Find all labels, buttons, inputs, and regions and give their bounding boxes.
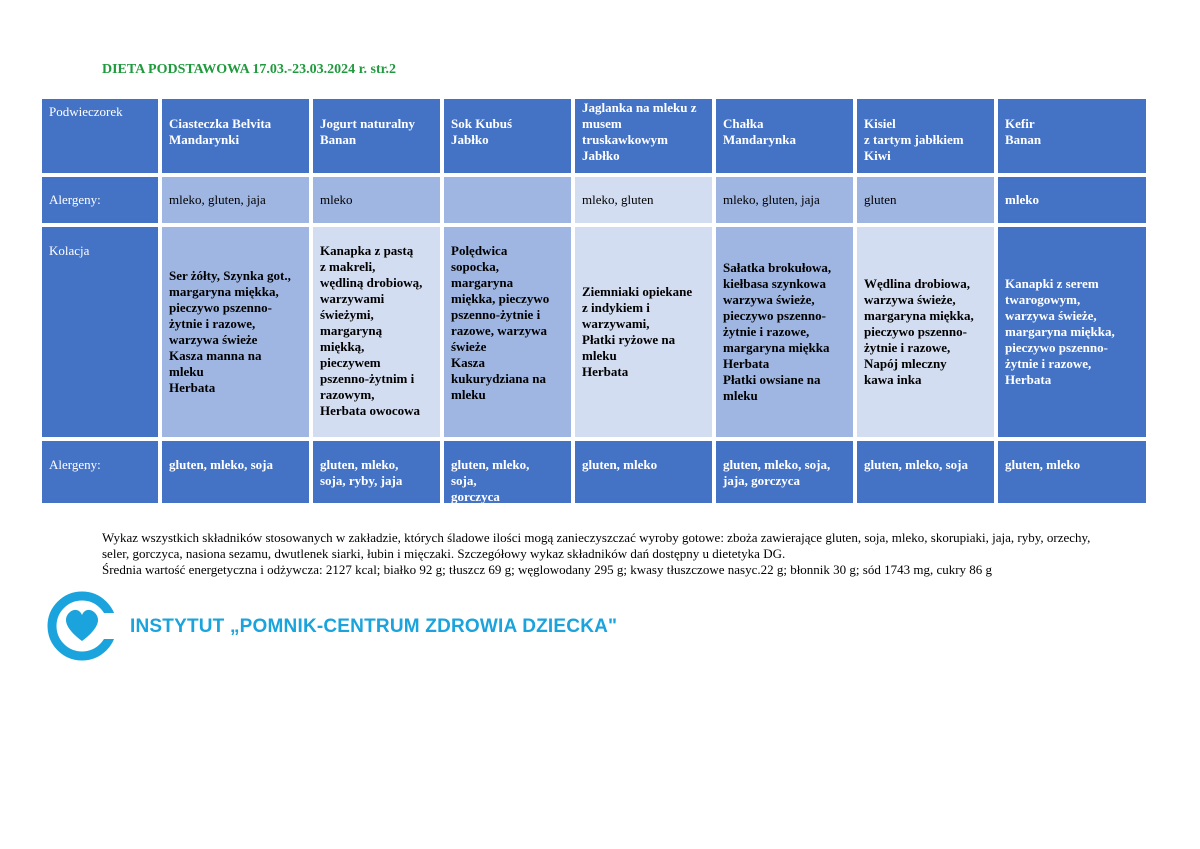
kolacja-day-7: Kanapki z serem twarogowym, warzywa świeże, margaryna miękka, pieczywo pszenno- żytnie i razowe, Herbata xyxy=(996,225,1148,439)
page-title: DIETA PODSTAWOWA 17.03.-23.03.2024 r. str.2 xyxy=(102,62,397,77)
alergeny-1-day-4: mleko, gluten xyxy=(573,175,714,225)
footer-notes xyxy=(102,530,1102,578)
alergeny-2-day-6: gluten, mleko, soja xyxy=(855,439,996,505)
podwieczorek-day-2: Jogurt naturalny Banan xyxy=(311,97,442,175)
row-label-alergeny-1: Alergeny: xyxy=(40,175,160,225)
institute-name: INSTYTUT „POMNIK-CENTRUM ZDROWIA DZIECKA" xyxy=(130,616,618,637)
kolacja-day-3: Polędwica sopocka, margaryna miękka, pieczywo pszenno-żytnie i razowe, warzywa świeże Kasza kukurydziana na mleku xyxy=(442,225,573,439)
row-label-podwieczorek: Podwieczorek xyxy=(40,97,160,175)
podwieczorek-day-1: Ciasteczka Belvita Mandarynki xyxy=(160,97,311,175)
podwieczorek-day-5: Chałka Mandarynka xyxy=(714,97,855,175)
kolacja-day-2: Kanapka z pastą z makreli, wędliną drobiową, warzywami świeżymi, margaryną miękką, pieczywem pszenno-żytnim i razowym, Herbata owocowa xyxy=(311,225,442,439)
row-label-alergeny-2: Alergeny: xyxy=(40,439,160,505)
podwieczorek-day-7: Kefir Banan xyxy=(996,97,1148,175)
alergeny-2-day-2: gluten, mleko, soja, ryby, jaja xyxy=(311,439,442,505)
kolacja-day-6: Wędlina drobiowa, warzywa świeże, margaryna miękka, pieczywo pszenno- żytnie i razowe, Napój mleczny kawa inka xyxy=(855,225,996,439)
allergen-ingredients-note: Wykaz wszystkich składników stosowanych w zakładzie, których śladowe ilości mogą zanieczyszczać wyroby gotowe: zboża zawierające gluten, soja, mleko, skorupiaki, jaja, ryby, orzechy, seler, gorczyca, nasiona sezamu, dwutlenek siarki, łubin i mięczaki. Szczegółowy wykaz składników dań dostępny u dietetyka DG. xyxy=(102,530,1091,561)
alergeny-2-day-5: gluten, mleko, soja, jaja, gorczyca xyxy=(714,439,855,505)
podwieczorek-day-6: Kisiel z tartym jabłkiem Kiwi xyxy=(855,97,996,175)
kolacja-day-5: Sałatka brokułowa, kiełbasa szynkowa warzywa świeże, pieczywo pszenno- żytnie i razowe, margaryna miękka Herbata Płatki owsiane na mleku xyxy=(714,225,855,439)
diet-menu-table xyxy=(40,97,1152,505)
alergeny-2-day-1: gluten, mleko, soja xyxy=(160,439,311,505)
podwieczorek-day-4: Jaglanka na mleku z musem truskawkowym Jabłko xyxy=(573,97,714,175)
alergeny-1-day-7: mleko xyxy=(996,175,1148,225)
alergeny-1-day-2: mleko xyxy=(311,175,442,225)
alergeny-1-day-3 xyxy=(442,175,573,225)
row-label-kolacja: Kolacja xyxy=(40,225,160,439)
kolacja-day-1: Ser żółty, Szynka got., margaryna miękka, pieczywo pszenno- żytnie i razowe, warzywa świeże Kasza manna na mleku Herbata xyxy=(160,225,311,439)
alergeny-1-day-1: mleko, gluten, jaja xyxy=(160,175,311,225)
alergeny-1-day-5: mleko, gluten, jaja xyxy=(714,175,855,225)
alergeny-2-day-3: gluten, mleko, soja, gorczyca xyxy=(442,439,573,505)
podwieczorek-day-3: Sok Kubuś Jabłko xyxy=(442,97,573,175)
alergeny-1-day-6: gluten xyxy=(855,175,996,225)
kolacja-day-4: Ziemniaki opiekane z indykiem i warzywami, Płatki ryżowe na mleku Herbata xyxy=(573,225,714,439)
alergeny-2-day-7: gluten, mleko xyxy=(996,439,1148,505)
alergeny-2-day-4: gluten, mleko xyxy=(573,439,714,505)
nutrition-summary: Średnia wartość energetyczna i odżywcza: 2127 kcal; białko 92 g; tłuszcz 69 g; węglowodany 295 g; kwasy tłuszczowe nasyc.22 g; błonnik 30 g; sód 1743 mg, cukry 86 g xyxy=(102,562,993,577)
